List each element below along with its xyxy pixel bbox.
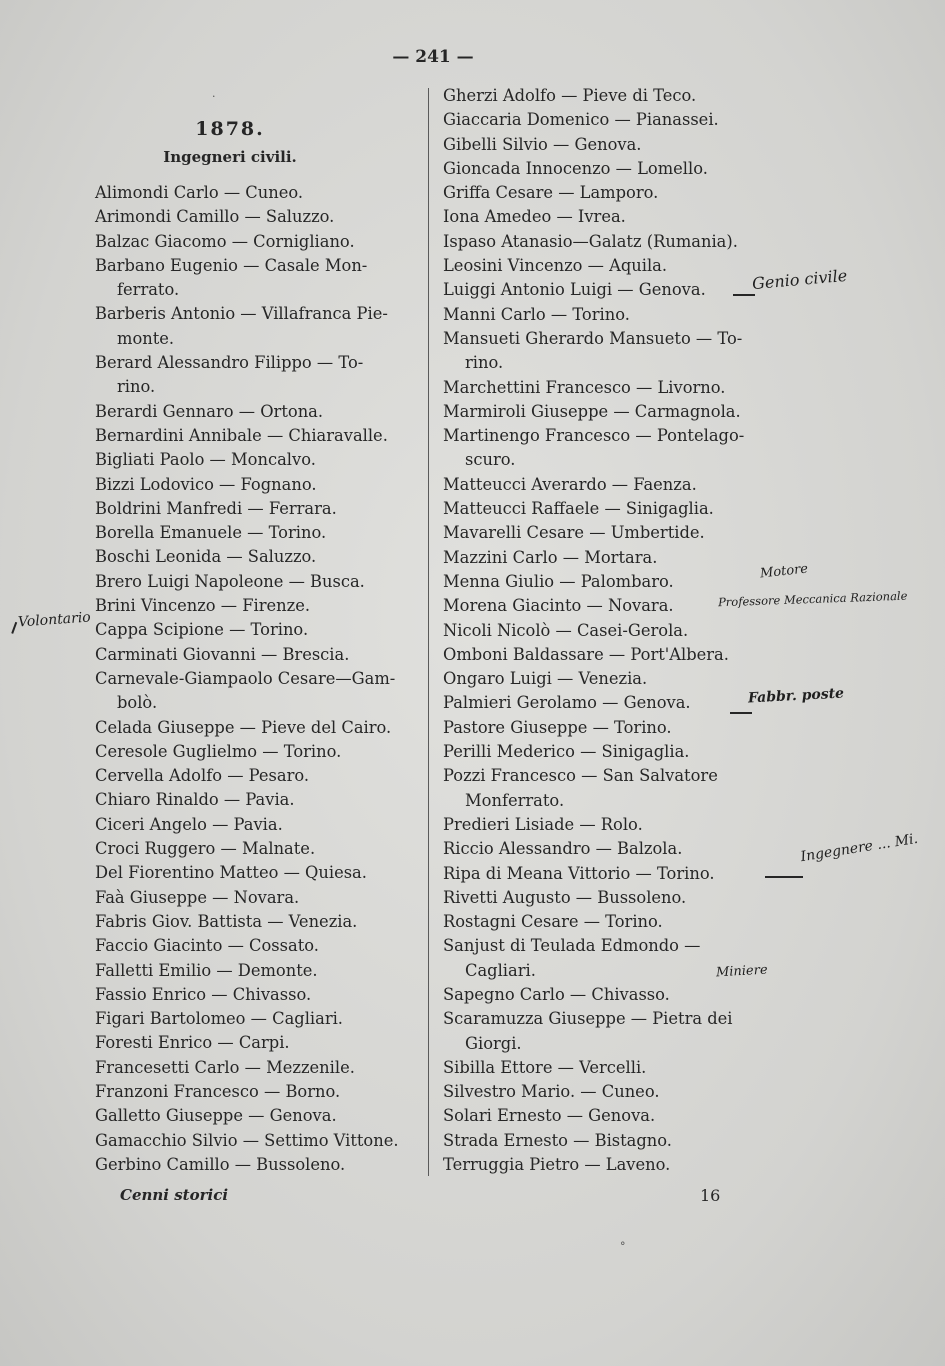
entry-line: Francesetti Carlo — Mezzenile.	[95, 1057, 355, 1077]
entry-line: Gibelli Silvio — Genova.	[443, 134, 642, 154]
entry-line: Luiggi Antonio Luigi — Genova.	[443, 280, 706, 300]
paper-speck: ·	[212, 90, 216, 103]
handwritten-note-palmieri: Fabbr. poste	[747, 685, 845, 707]
entry-line: Strada Ernesto — Bistagno.	[443, 1130, 672, 1150]
entry-line: Marchettini Francesco — Livorno.	[443, 377, 726, 397]
entry-line: Barbano Eugenio — Casale Mon-	[95, 255, 368, 275]
entry-line: Ciceri Angelo — Pavia.	[95, 814, 283, 834]
section-title: Ingegneri civili.	[163, 148, 297, 166]
entry-line: Ispaso Atanasio—Galatz (Rumania).	[443, 231, 738, 251]
entry-line: Ripa di Meana Vittorio — Torino.	[443, 863, 715, 883]
entry-line: Rostagni Cesare — Torino.	[443, 912, 663, 932]
entry-line: Bigliati Paolo — Moncalvo.	[95, 450, 316, 470]
entry-line: Riccio Alessandro — Balzola.	[443, 839, 683, 859]
entry-line: Berard Alessandro Filippo — To-	[95, 353, 364, 373]
entry-line: Del Fiorentino Matteo — Quiesa.	[95, 863, 367, 883]
entry-line: Boschi Leonida — Saluzzo.	[95, 547, 317, 567]
entry-continuation: scuro.	[465, 450, 516, 470]
entry-line: Leosini Vincenzo — Aquila.	[443, 256, 668, 276]
entry-line: Cervella Adolfo — Pesaro.	[95, 766, 310, 786]
entry-continuation: Monferrato.	[465, 790, 565, 810]
entry-line: Martinengo Francesco — Pontelago-	[443, 426, 745, 446]
entry-line: Pozzi Francesco — San Salvatore	[443, 766, 718, 786]
entry-line: Scaramuzza Giuseppe — Pietra dei	[443, 1009, 733, 1029]
entry-line: Silvestro Mario. — Cuneo.	[443, 1082, 660, 1102]
entry-line: Gerbino Camillo — Bussoleno.	[95, 1154, 346, 1174]
entry-line: Terruggia Pietro — Laveno.	[443, 1155, 671, 1175]
entry-line: Galletto Giuseppe — Genova.	[95, 1106, 337, 1126]
handwritten-underline	[765, 876, 803, 878]
entry-line: Celada Giuseppe — Pieve del Cairo.	[95, 717, 392, 737]
entry-line: Gamacchio Silvio — Settimo Vittone.	[95, 1130, 399, 1150]
entry-line: Chiaro Rinaldo — Pavia.	[95, 790, 295, 810]
footer-sheet-number: 16	[700, 1186, 721, 1205]
entry-line: Carminati Giovanni — Brescia.	[95, 644, 350, 664]
entry-continuation: bolò.	[117, 693, 158, 713]
entry-line: Balzac Giacomo — Cornigliano.	[95, 231, 355, 251]
handwritten-note-menna: Motore	[759, 561, 809, 582]
entry-line: Barberis Antonio — Villafranca Pie-	[95, 304, 388, 324]
entry-line: Faà Giuseppe — Novara.	[95, 887, 300, 907]
column-divider	[428, 88, 429, 1176]
entry-line: Griffa Cesare — Lamporo.	[443, 183, 659, 203]
entry-line: Arimondi Camillo — Saluzzo.	[95, 207, 335, 227]
entry-line: Bernardini Annibale — Chiaravalle.	[95, 425, 388, 445]
entry-line: Palmieri Gerolamo — Genova.	[443, 693, 691, 713]
entry-line: Carnevale-Giampaolo Cesare—Gam-	[95, 668, 396, 688]
entry-line: Fassio Enrico — Chivasso.	[95, 984, 312, 1004]
entry-line: Matteucci Averardo — Faenza.	[443, 474, 697, 494]
entry-line: Matteucci Raffaele — Sinigaglia.	[443, 499, 714, 519]
handwritten-note-morena: Professore Meccanica Razionale	[717, 588, 908, 610]
entry-line: Marmiroli Giuseppe — Carmagnola.	[443, 401, 741, 421]
year-heading: 1878.	[195, 118, 265, 140]
entry-line: Cappa Scipione — Torino.	[95, 620, 309, 640]
entry-continuation: rino.	[117, 377, 156, 397]
entry-line: Foresti Enrico — Carpi.	[95, 1033, 290, 1053]
handwritten-note-ripa: Ingegnere ... Mi.	[799, 830, 920, 866]
entry-line: Alimondi Carlo — Cuneo.	[95, 183, 304, 202]
entry-line: Sanjust di Teulada Edmondo —	[443, 936, 701, 956]
entry-line: Franzoni Francesco — Borno.	[95, 1081, 341, 1101]
entry-line: Rivetti Augusto — Bussoleno.	[443, 887, 687, 907]
handwritten-note-sanjust: Miniere	[715, 962, 768, 981]
entry-continuation: Giorgi.	[465, 1033, 522, 1053]
entry-line: Sapegno Carlo — Chivasso.	[443, 984, 670, 1004]
entry-continuation: monte.	[117, 328, 175, 348]
entry-line: Gherzi Adolfo — Pieve di Teco.	[443, 86, 697, 105]
right-name-list	[443, 84, 773, 1177]
handwritten-note-cappa: Volontario	[17, 609, 92, 631]
entry-line: Solari Ernesto — Genova.	[443, 1106, 656, 1126]
entry-line: Perilli Mederico — Sinigaglia.	[443, 742, 690, 762]
entry-line: Predieri Lisiade — Rolo.	[443, 814, 643, 834]
entry-line: Morena Giacinto — Novara.	[443, 596, 674, 616]
handwritten-underline	[733, 294, 755, 296]
entry-line: Iona Amedeo — Ivrea.	[443, 207, 626, 227]
entry-line: Fabris Giov. Battista — Venezia.	[95, 911, 358, 931]
entry-line: Mansueti Gherardo Mansueto — To-	[443, 328, 743, 348]
entry-continuation: rino.	[465, 353, 504, 373]
entry-line: Mavarelli Cesare — Umbertide.	[443, 523, 705, 543]
entry-line: Ongaro Luigi — Venezia.	[443, 669, 648, 689]
entry-line: Mazzini Carlo — Mortara.	[443, 547, 658, 567]
entry-line: Croci Ruggero — Malnate.	[95, 839, 316, 859]
entry-line: Faccio Giacinto — Cossato.	[95, 936, 319, 956]
handwritten-underline	[730, 712, 752, 714]
paper-speck: °	[620, 1240, 626, 1253]
entry-line: Borella Emanuele — Torino.	[95, 523, 327, 543]
entry-continuation: Cagliari.	[465, 960, 536, 980]
entry-line: Pastore Giuseppe — Torino.	[443, 717, 672, 737]
entry-line: Brini Vincenzo — Firenze.	[95, 596, 311, 616]
entry-line: Berardi Gennaro — Ortona.	[95, 401, 324, 421]
entry-line: Menna Giulio — Palombaro.	[443, 571, 674, 591]
entry-line: Falletti Emilio — Demonte.	[95, 960, 318, 980]
entry-line: Manni Carlo — Torino.	[443, 304, 630, 324]
footer-signature: Cenni storici	[120, 1186, 229, 1204]
entry-line: Bizzi Lodovico — Fognano.	[95, 474, 317, 494]
entry-line: Gioncada Innocenzo — Lomello.	[443, 158, 708, 178]
entry-line: Boldrini Manfredi — Ferrara.	[95, 498, 337, 518]
entry-line: Sibilla Ettore — Vercelli.	[443, 1057, 647, 1077]
left-name-list	[95, 181, 425, 1177]
entry-line: Ceresole Guglielmo — Torino.	[95, 741, 342, 761]
entry-line: Brero Luigi Napoleone — Busca.	[95, 571, 365, 591]
entry-continuation: ferrato.	[117, 280, 180, 300]
entry-line: Nicoli Nicolò — Casei-Gerola.	[443, 620, 689, 640]
entry-line: Figari Bartolomeo — Cagliari.	[95, 1009, 343, 1029]
page-number: — 241 —	[392, 47, 474, 67]
handwritten-note-luiggi: Genio civile	[751, 265, 848, 294]
entry-line: Giaccaria Domenico — Pianassei.	[443, 110, 719, 130]
entry-line: Omboni Baldassare — Port'Albera.	[443, 644, 729, 664]
